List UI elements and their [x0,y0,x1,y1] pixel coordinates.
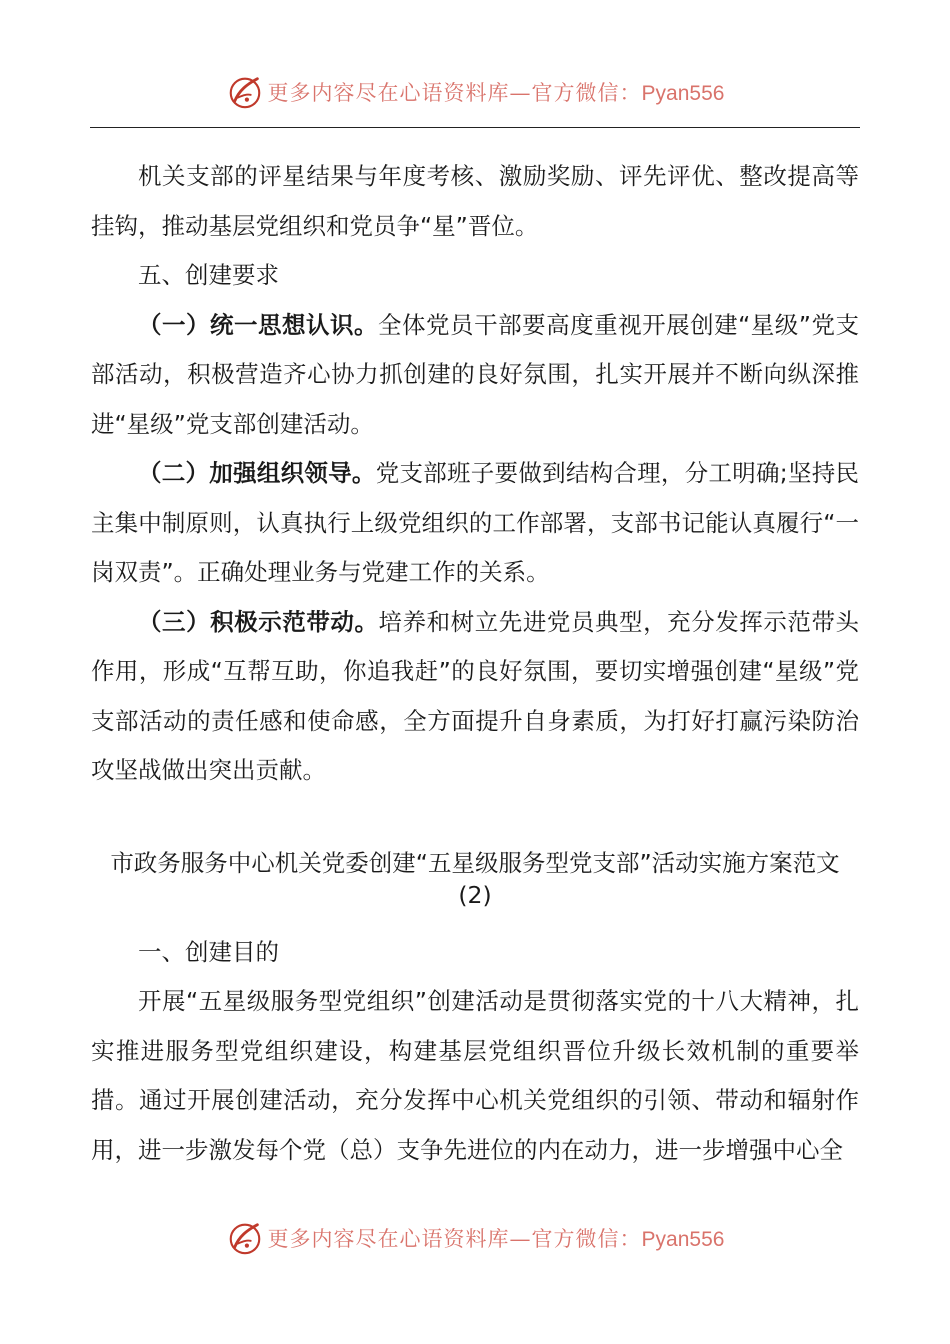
paragraph [91,449,859,598]
document-title [91,847,859,911]
item-text: 党支部班子要做到结构合理，分工明确;坚持民主集中制原则，认真执行上级党组织的工作部署，支部书记能认真履行“一岗双责”。正确处理业务与党建工作的关系。 [91,459,860,586]
brush-logo-icon [226,1219,264,1257]
footer-watermark [0,1218,950,1258]
brush-logo-icon [226,73,264,111]
item-heading: （三）积极示范带动。 [138,607,379,636]
paragraph: 机关支部的评星结果与年度考核、激励奖励、评先评优、整改提高等挂钩，推动基层党组织和党员争“星”晋位。 [91,162,859,240]
paragraph [91,598,859,796]
watermark-text: 更多内容尽在心语资料库—官方微信：Pyan556 [267,81,725,105]
item-text: 培养和树立先进党员典型，充分发挥示范带头作用，形成“互帮互助，你追我赶”的良好氛围，要切实增强创建“星级”党支部活动的责任感和使命感，全方面提升自身素质，为打好打赢污染防治攻坚战做出突出贡献。 [91,607,860,784]
item-heading: （二）加强组织领导。 [138,459,376,487]
header-divider [90,127,860,128]
header-watermark [0,72,950,112]
section-heading: 五、创建要求 [138,261,279,289]
paragraph: 开展“五星级服务型党组织”创建活动是贯彻落实党的十八大精神，扎实推进服务型党组织建设，构建基层党组织晋位升级长效机制的重要举措。通过开展创建活动，充分发挥中心机关党组织的引领、带动和辐射作用，进一步激发每个党（总）支争先进位的内在动力，进一步增强中心全 [91,987,859,1164]
item-heading: （一）统一思想认识。 [138,310,379,339]
title-line: 市政务服务中心机关党委创建“五星级服务型党支部”活动实施方案范文 [110,848,840,877]
section-heading: 一、创建目的 [138,937,279,966]
document-body [91,152,859,1175]
item-text: 全体党员干部要高度重视开展创建“星级”党支部活动，积极营造齐心协力抓创建的良好氛围，扎实开展并不断向纵深推进“星级”党支部创建活动。 [91,310,859,438]
title-line: (2) [458,880,492,909]
watermark-text: 更多内容尽在心语资料库—官方微信：Pyan556 [267,1227,725,1251]
paragraph [91,301,859,450]
